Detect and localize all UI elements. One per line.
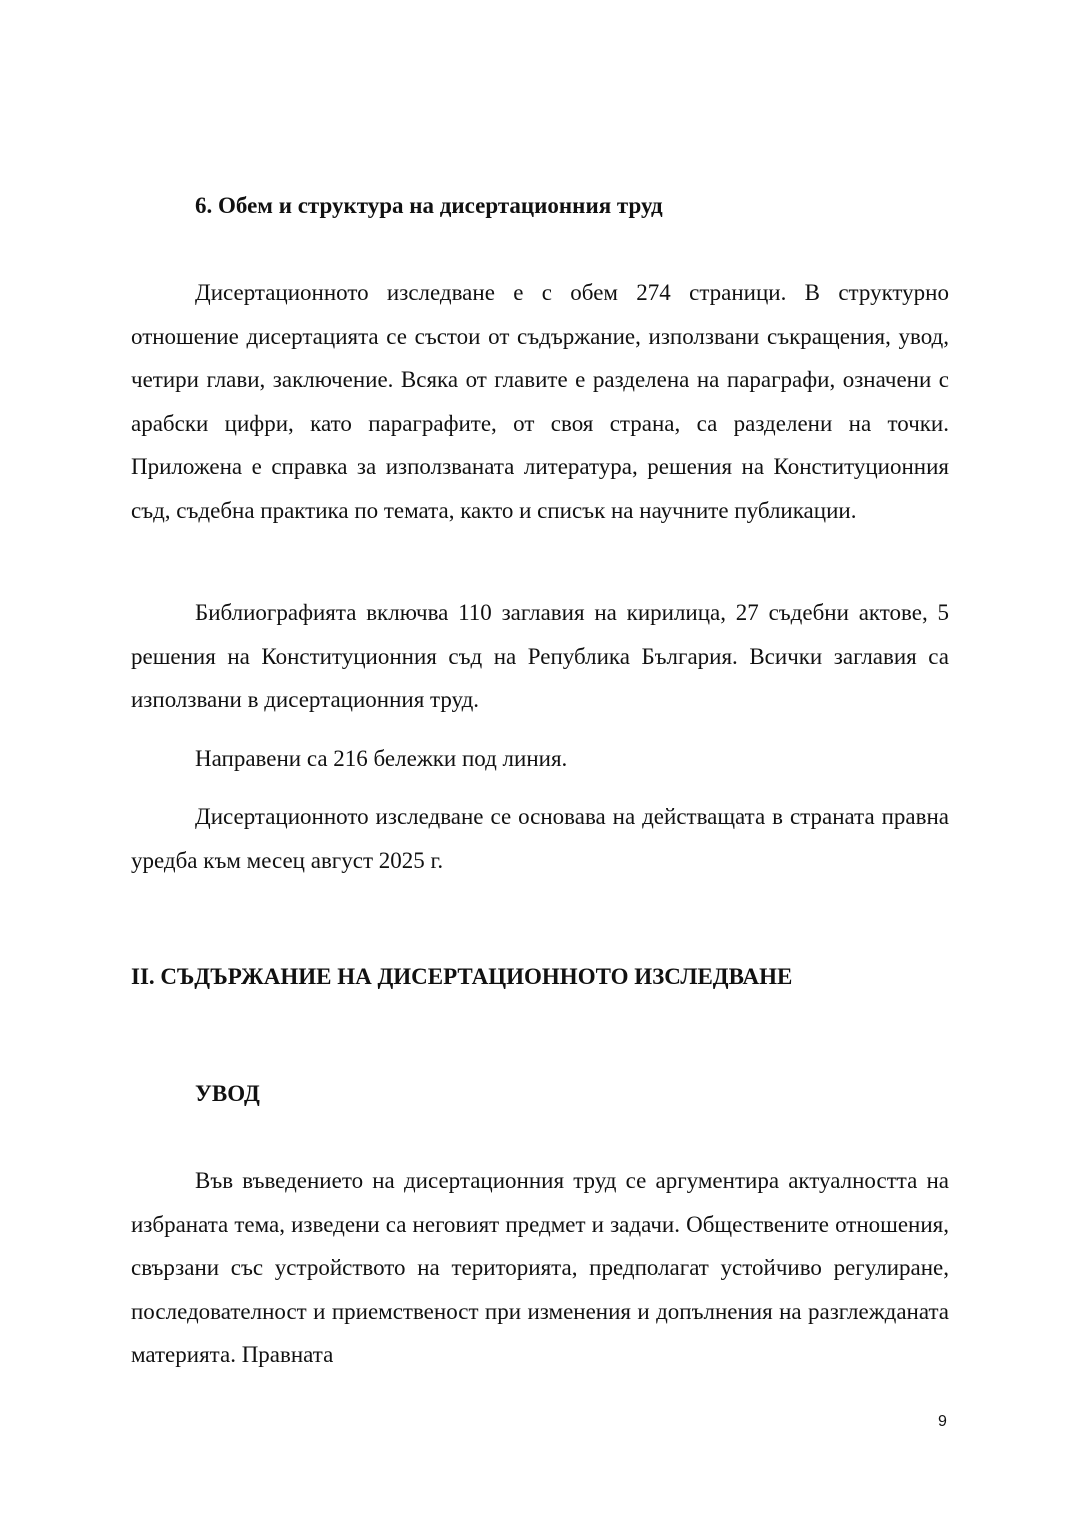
section-6-paragraph-structure: Дисертационното изследване е с обем 274 страници. В структурно отношение дисертацията се състои от съдържание, използвани съкращения, увод, четири глави, заключение. Всяка от главите е разделена на параграфи, означени с арабски цифри, като параграфите, от своя страна, са разделени на точки. Приложена е справка за използваната литература, решения на Конституционния съд, съдебна практика по темата, както и списък на научните публикации.	[131, 280, 949, 523]
introduction-paragraph: Във въведението на дисертационния труд се аргументира актуалността на избраната тема, изведени са неговият предмет и задачи. Обществените отношения, свързани със устройството на територията, предполагат устойчиво регулиране, последователност и приемственост при изменения и допълнения на разглежданата материята. Правната	[131, 1168, 949, 1367]
part-2-heading: II. СЪДЪРЖАНИЕ НА ДИСЕРТАЦИОННОТО ИЗСЛЕДВАНЕ	[131, 964, 793, 989]
introduction-heading: УВОД	[195, 1081, 260, 1106]
section-6-paragraph-legal-basis: Дисертационното изследване се основава на действащата в страната правна уредба към месец август 2025 г.	[131, 804, 949, 873]
section-6-paragraph-bibliography: Библиографията включва 110 заглавия на кирилица, 27 съдебни актове, 5 решения на Конституционния съд на Република България. Всички заглавия са използвани в дисертационния труд.	[131, 600, 949, 712]
section-6-paragraph-footnotes: Направени са 216 бележки под линия.	[195, 746, 568, 771]
section-6-heading: 6. Обем и структура на дисертационния труд	[195, 193, 663, 218]
page-number: 9	[938, 1413, 947, 1430]
